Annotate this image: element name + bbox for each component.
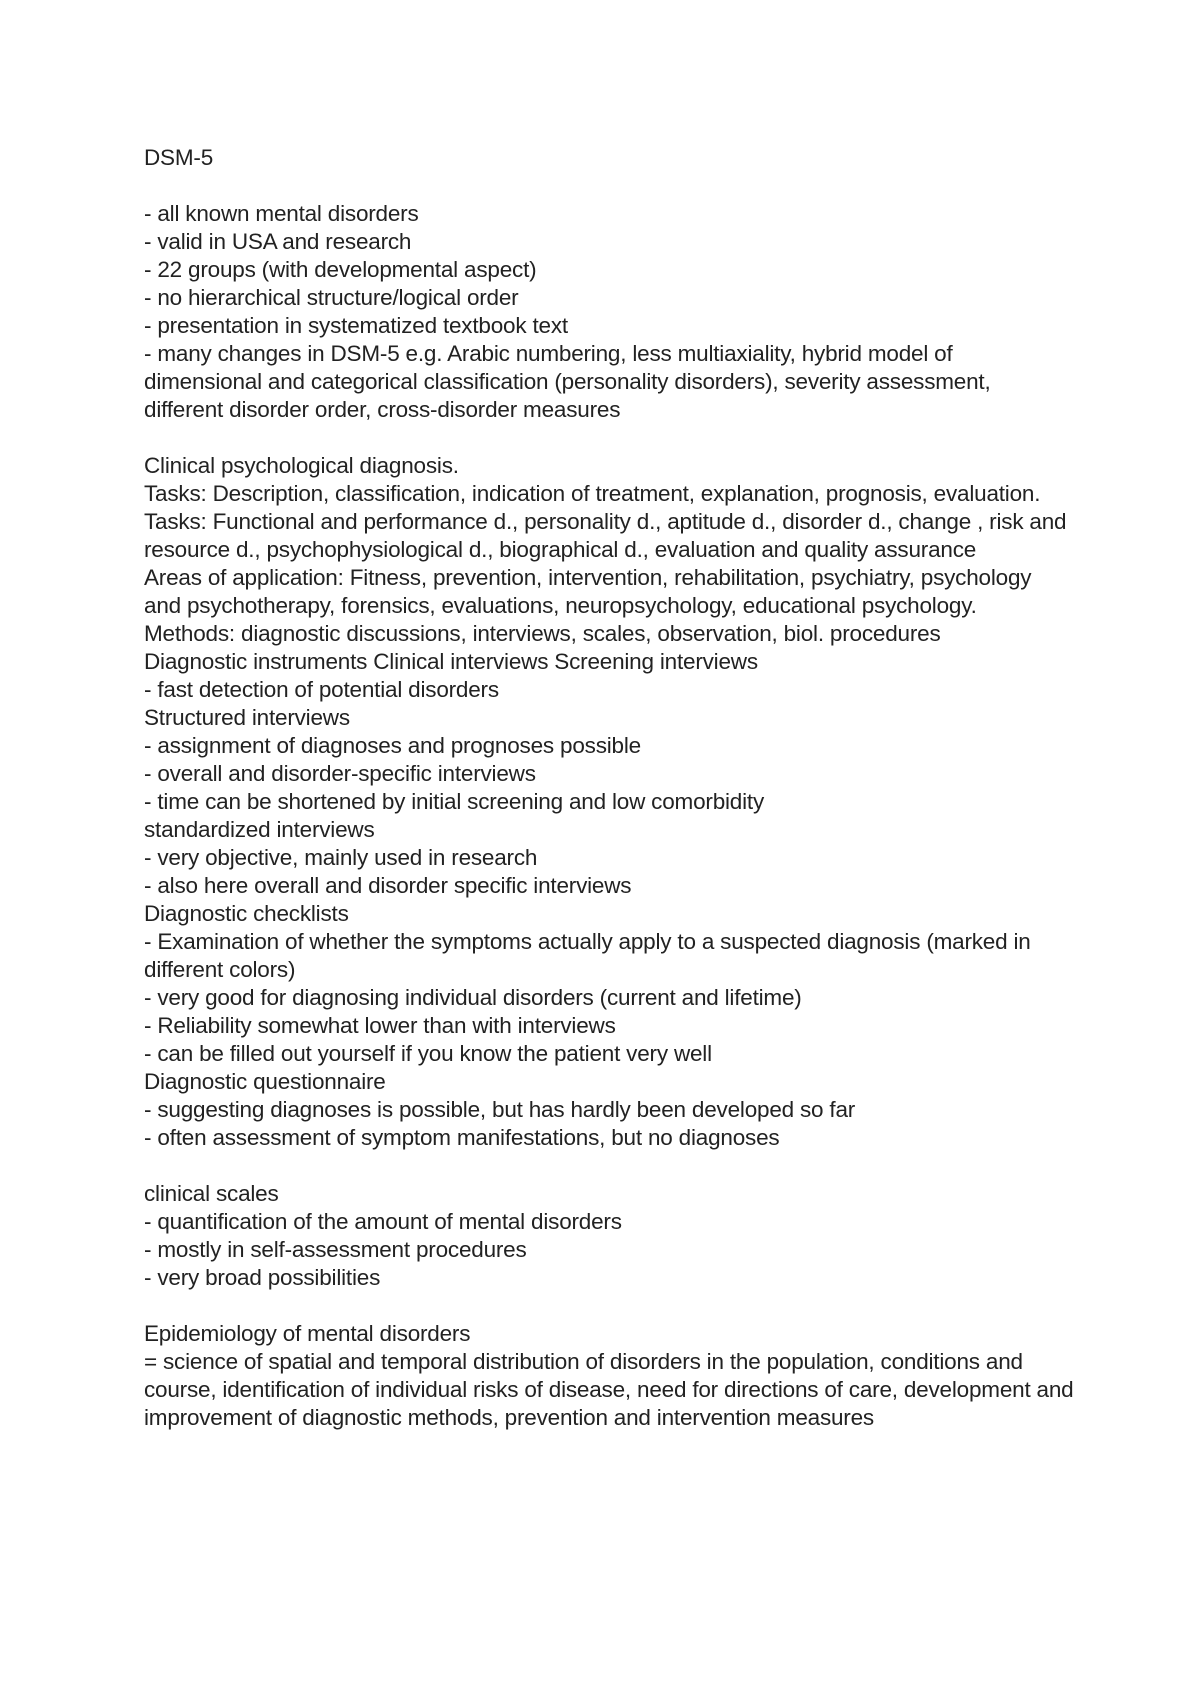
diagnosis-line: - Reliability somewhat lower than with interviews — [144, 1013, 616, 1038]
paragraph-gap — [144, 172, 1074, 200]
diagnosis-line: standardized interviews — [144, 817, 375, 842]
diagnosis-line: - fast detection of potential disorders — [144, 677, 499, 702]
epidemiology-line: = science of spatial and temporal distribution of disorders in the population, conditions and course, identification of individual risks of disease, need for directions of care, development and improvement of diagnostic methods, prevention and intervention measures — [144, 1349, 1080, 1430]
diagnosis-line: - also here overall and disorder specific interviews — [144, 873, 632, 898]
scales-line: - very broad possibilities — [144, 1265, 381, 1290]
diagnosis-line: - assignment of diagnoses and prognoses possible — [144, 733, 641, 758]
diagnosis-line: Diagnostic questionnaire — [144, 1069, 386, 1094]
dsm-section-title: DSM-5 — [144, 145, 214, 170]
diagnosis-line: Diagnostic instruments Clinical interviews Screening interviews — [144, 649, 758, 674]
diagnosis-line: Structured interviews — [144, 705, 350, 730]
diagnosis-line: - overall and disorder-specific interviews — [144, 761, 536, 786]
diagnosis-line: - often assessment of symptom manifestations, but no diagnoses — [144, 1125, 780, 1150]
dsm-line: - valid in USA and research — [144, 229, 412, 254]
diagnosis-line: - time can be shortened by initial screening and low comorbidity — [144, 789, 765, 814]
scales-line: - mostly in self-assessment procedures — [144, 1237, 527, 1262]
dsm-line: - many changes in DSM-5 e.g. Arabic numbering, less multiaxiality, hybrid model of dimensional and categorical classification (personality disorders), severity assessment, different disorder order, cross-disorder measures — [144, 341, 997, 422]
document-body — [144, 144, 1080, 1432]
diagnosis-line: Areas of application: Fitness, prevention, intervention, rehabilitation, psychiatry, psychology and psychotherapy, forensics, evaluations, neuropsychology, educational psychology. — [144, 565, 1038, 618]
scales-line: - quantification of the amount of mental disorders — [144, 1209, 622, 1234]
paragraph-gap — [144, 424, 1074, 452]
epidemiology-section-title: Epidemiology of mental disorders — [144, 1321, 471, 1346]
paragraph-gap — [144, 1292, 1074, 1320]
diagnosis-line: - Examination of whether the symptoms actually apply to a suspected diagnosis (marked in different colors) — [144, 929, 1037, 982]
diagnosis-section-title: Clinical psychological diagnosis. — [144, 453, 459, 478]
dsm-line: - 22 groups (with developmental aspect) — [144, 257, 537, 282]
paragraph-gap — [144, 1152, 1074, 1180]
diagnosis-line: Methods: diagnostic discussions, interviews, scales, observation, biol. procedures — [144, 621, 941, 646]
diagnosis-line: - suggesting diagnoses is possible, but has hardly been developed so far — [144, 1097, 856, 1122]
dsm-line: - all known mental disorders — [144, 201, 419, 226]
dsm-line: - presentation in systematized textbook text — [144, 313, 568, 338]
diagnosis-line: - can be filled out yourself if you know the patient very well — [144, 1041, 712, 1066]
scales-section-title: clinical scales — [144, 1181, 279, 1206]
diagnosis-line: - very objective, mainly used in research — [144, 845, 538, 870]
dsm-line: - no hierarchical structure/logical order — [144, 285, 519, 310]
diagnosis-line: Tasks: Functional and performance d., personality d., aptitude d., disorder d., change , risk and resource d., psychophysiological d., biographical d., evaluation and quality assurance — [144, 509, 1073, 562]
diagnosis-line: Diagnostic checklists — [144, 901, 349, 926]
diagnosis-line: Tasks: Description, classification, indication of treatment, explanation, prognosis, evaluation. — [144, 481, 1041, 506]
diagnosis-line: - very good for diagnosing individual disorders (current and lifetime) — [144, 985, 802, 1010]
